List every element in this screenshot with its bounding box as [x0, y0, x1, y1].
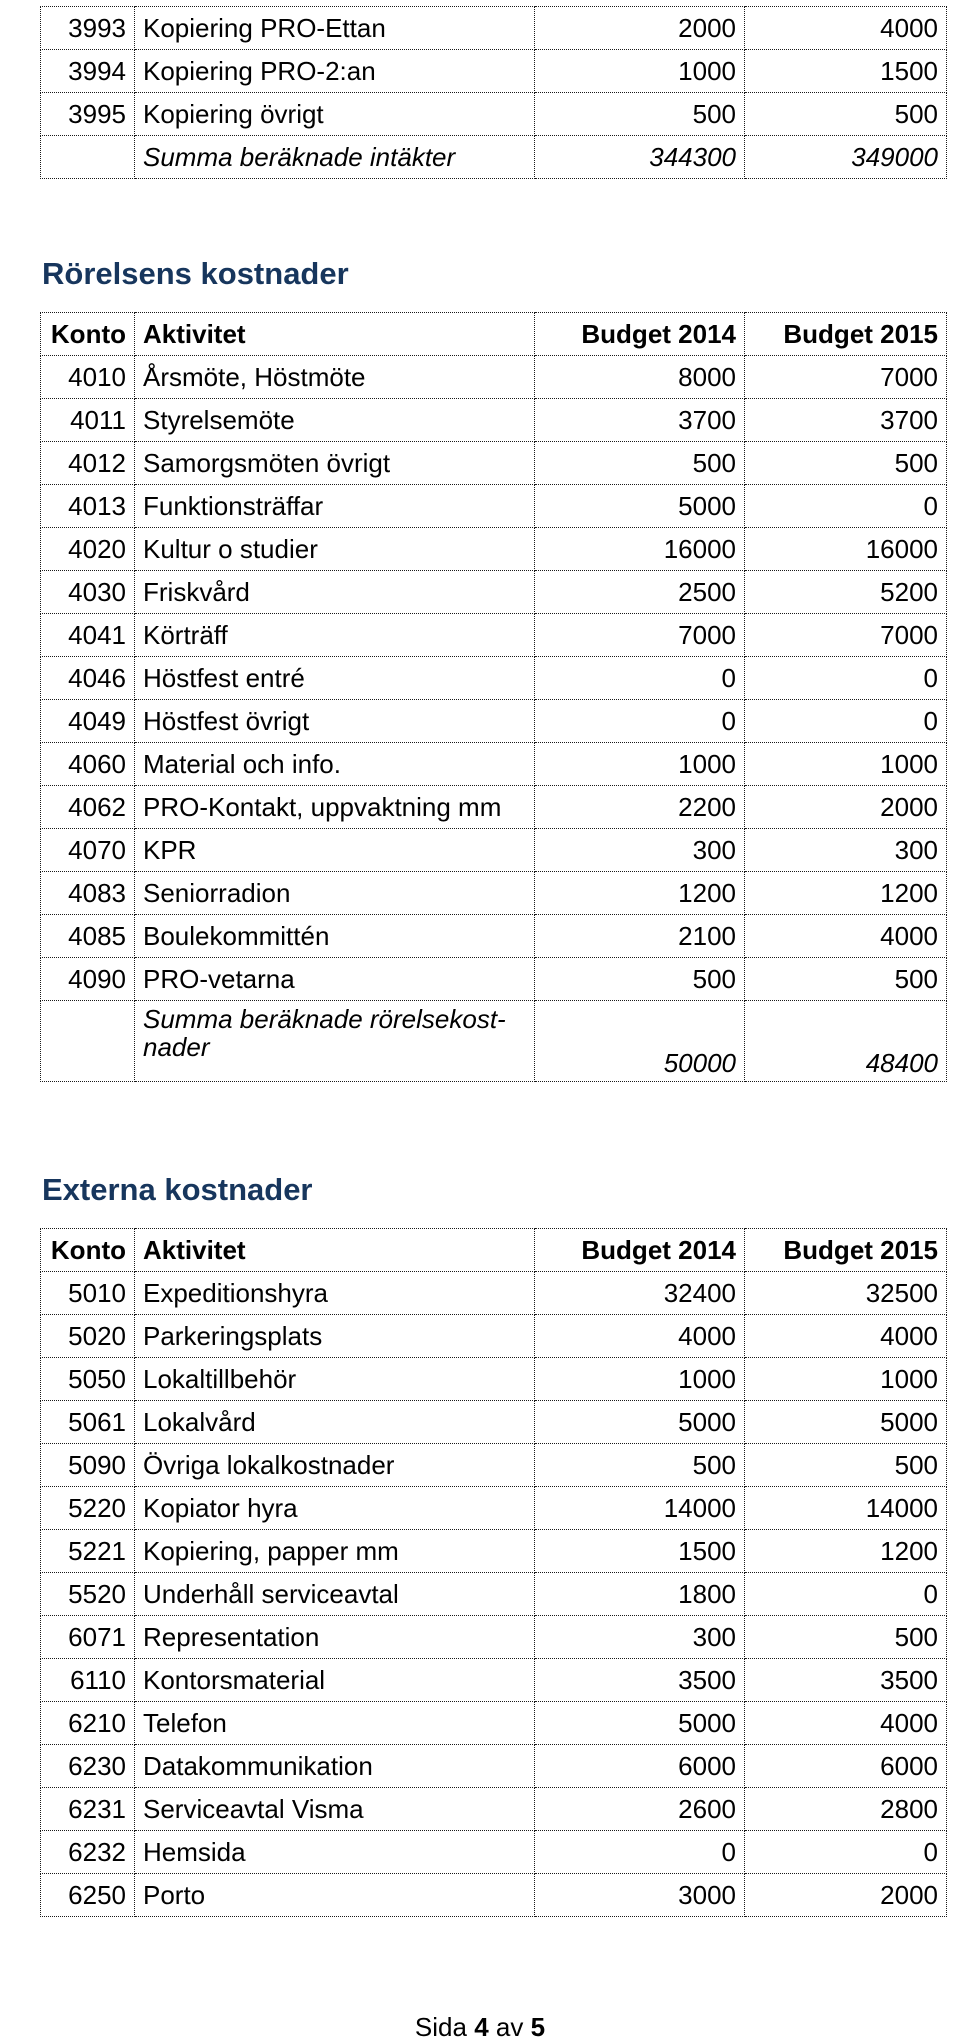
konto-cell: 6231 — [41, 1788, 135, 1831]
budget-2015-cell: 1200 — [745, 872, 947, 915]
table-row — [41, 1487, 947, 1530]
budget-2014-cell: 300 — [535, 829, 745, 872]
header-budget-2015: Budget 2015 — [745, 1229, 947, 1272]
budget-2015-cell: 0 — [745, 700, 947, 743]
budget-2014-cell: 16000 — [535, 528, 745, 571]
konto-cell: 4013 — [41, 485, 135, 528]
konto-cell: 6250 — [41, 1874, 135, 1917]
header-aktivitet: Aktivitet — [135, 313, 535, 356]
budget-2014-cell: 1500 — [535, 1530, 745, 1573]
table-row — [41, 1659, 947, 1702]
budget-2014-cell: 500 — [535, 442, 745, 485]
budget-2015-cell: 5200 — [745, 571, 947, 614]
konto-cell: 6232 — [41, 1831, 135, 1874]
summary-budget-2015: 48400 — [745, 1001, 947, 1082]
konto-cell: 4020 — [41, 528, 135, 571]
table-row — [41, 1358, 947, 1401]
budget-2014-cell: 3500 — [535, 1659, 745, 1702]
budget-2014-cell: 4000 — [535, 1315, 745, 1358]
table-row — [41, 1745, 947, 1788]
budget-2015-cell: 16000 — [745, 528, 947, 571]
aktivitet-cell: Kopiering PRO-Ettan — [135, 7, 535, 50]
aktivitet-cell: Höstfest övrigt — [135, 700, 535, 743]
konto-cell: 3994 — [41, 50, 135, 93]
budget-2015-cell: 4000 — [745, 915, 947, 958]
table-row — [41, 1831, 947, 1874]
table-row — [41, 50, 947, 93]
budget-2015-cell: 0 — [745, 485, 947, 528]
konto-cell: 5520 — [41, 1573, 135, 1616]
budget-2015-cell: 32500 — [745, 1272, 947, 1315]
konto-cell: 5020 — [41, 1315, 135, 1358]
aktivitet-cell: Expeditionshyra — [135, 1272, 535, 1315]
income-table — [40, 6, 947, 179]
aktivitet-cell: Lokaltillbehör — [135, 1358, 535, 1401]
aktivitet-cell: Parkeringsplats — [135, 1315, 535, 1358]
budget-2014-cell: 2600 — [535, 1788, 745, 1831]
konto-cell: 4046 — [41, 657, 135, 700]
table-row — [41, 829, 947, 872]
aktivitet-cell: Porto — [135, 1874, 535, 1917]
budget-2015-cell: 2800 — [745, 1788, 947, 1831]
summary-row — [41, 136, 947, 179]
budget-2014-cell: 7000 — [535, 614, 745, 657]
table-row — [41, 1874, 947, 1917]
table-row — [41, 1573, 947, 1616]
aktivitet-cell: Hemsida — [135, 1831, 535, 1874]
table-row — [41, 1702, 947, 1745]
konto-cell: 4062 — [41, 786, 135, 829]
budget-2014-cell: 32400 — [535, 1272, 745, 1315]
table-row — [41, 872, 947, 915]
aktivitet-cell: Seniorradion — [135, 872, 535, 915]
budget-2014-cell: 2500 — [535, 571, 745, 614]
summary-row — [41, 1001, 947, 1082]
summary-budget-2014: 50000 — [535, 1001, 745, 1082]
budget-2015-cell: 0 — [745, 1573, 947, 1616]
konto-cell: 5010 — [41, 1272, 135, 1315]
budget-2014-cell: 1200 — [535, 872, 745, 915]
table-row — [41, 1530, 947, 1573]
aktivitet-cell: Funktionsträffar — [135, 485, 535, 528]
summary-budget-2014: 344300 — [535, 136, 745, 179]
aktivitet-cell: Kontorsmaterial — [135, 1659, 535, 1702]
externa-table — [40, 1228, 947, 1917]
konto-cell: 4060 — [41, 743, 135, 786]
aktivitet-cell: Samorgsmöten övrigt — [135, 442, 535, 485]
budget-2014-cell: 1000 — [535, 743, 745, 786]
budget-2015-cell: 0 — [745, 1831, 947, 1874]
aktivitet-cell: Kopiering övrigt — [135, 93, 535, 136]
table-row — [41, 1616, 947, 1659]
table-row — [41, 93, 947, 136]
konto-cell: 6210 — [41, 1702, 135, 1745]
budget-2015-cell: 300 — [745, 829, 947, 872]
table-row — [41, 356, 947, 399]
table-row — [41, 7, 947, 50]
konto-cell: 4070 — [41, 829, 135, 872]
budget-2015-cell: 2000 — [745, 1874, 947, 1917]
aktivitet-cell: Årsmöte, Höstmöte — [135, 356, 535, 399]
summary-budget-2015: 349000 — [745, 136, 947, 179]
budget-2015-cell: 1000 — [745, 743, 947, 786]
table-row — [41, 571, 947, 614]
table-row — [41, 743, 947, 786]
table-row — [41, 1315, 947, 1358]
table-row — [41, 915, 947, 958]
summary-label: Summa beräknade rörelsekost-nader — [135, 1001, 535, 1082]
aktivitet-cell: Underhåll serviceavtal — [135, 1573, 535, 1616]
aktivitet-cell: Kultur o studier — [135, 528, 535, 571]
konto-cell: 5220 — [41, 1487, 135, 1530]
budget-2015-cell: 500 — [745, 93, 947, 136]
header-budget-2015: Budget 2015 — [745, 313, 947, 356]
konto-cell: 6230 — [41, 1745, 135, 1788]
budget-2014-cell: 14000 — [535, 1487, 745, 1530]
page-footer — [0, 2012, 960, 2043]
aktivitet-cell: Körträff — [135, 614, 535, 657]
budget-2014-cell: 2200 — [535, 786, 745, 829]
budget-2015-cell: 1000 — [745, 1358, 947, 1401]
aktivitet-cell: Material och info. — [135, 743, 535, 786]
budget-2014-cell: 2100 — [535, 915, 745, 958]
konto-cell: 4090 — [41, 958, 135, 1001]
budget-2014-cell: 5000 — [535, 485, 745, 528]
table-row — [41, 786, 947, 829]
empty-konto-cell — [41, 136, 135, 179]
header-aktivitet: Aktivitet — [135, 1229, 535, 1272]
konto-cell: 4041 — [41, 614, 135, 657]
budget-2014-cell: 1000 — [535, 1358, 745, 1401]
budget-2015-cell: 7000 — [745, 356, 947, 399]
budget-2015-cell: 3700 — [745, 399, 947, 442]
budget-2014-cell: 0 — [535, 657, 745, 700]
table-row — [41, 958, 947, 1001]
budget-2014-cell: 5000 — [535, 1401, 745, 1444]
konto-cell: 5050 — [41, 1358, 135, 1401]
table-row — [41, 528, 947, 571]
budget-2015-cell: 4000 — [745, 7, 947, 50]
konto-cell: 6110 — [41, 1659, 135, 1702]
aktivitet-cell: Kopiering, papper mm — [135, 1530, 535, 1573]
budget-2015-cell: 500 — [745, 958, 947, 1001]
budget-2015-cell: 500 — [745, 1616, 947, 1659]
budget-2014-cell: 6000 — [535, 1745, 745, 1788]
budget-2015-cell: 6000 — [745, 1745, 947, 1788]
budget-2014-cell: 5000 — [535, 1702, 745, 1745]
empty-konto-cell — [41, 1001, 135, 1082]
aktivitet-cell: Boulekommittén — [135, 915, 535, 958]
budget-2015-cell: 4000 — [745, 1315, 947, 1358]
table-row — [41, 1272, 947, 1315]
konto-cell: 3993 — [41, 7, 135, 50]
budget-2015-cell: 1500 — [745, 50, 947, 93]
aktivitet-cell: PRO-Kontakt, uppvaktning mm — [135, 786, 535, 829]
budget-2014-cell: 2000 — [535, 7, 745, 50]
aktivitet-cell: Datakommunikation — [135, 1745, 535, 1788]
aktivitet-cell: Höstfest entré — [135, 657, 535, 700]
budget-2015-cell: 500 — [745, 1444, 947, 1487]
table-row — [41, 399, 947, 442]
budget-2015-cell: 14000 — [745, 1487, 947, 1530]
income-table-body — [41, 7, 947, 179]
footer-total-pages: 5 — [530, 2012, 546, 2042]
header-konto: Konto — [41, 313, 135, 356]
table-row — [41, 1444, 947, 1487]
summary-label: Summa beräknade intäkter — [135, 136, 535, 179]
table-row — [41, 485, 947, 528]
aktivitet-cell: Övriga lokalkostnader — [135, 1444, 535, 1487]
budget-2014-cell: 8000 — [535, 356, 745, 399]
konto-cell: 5090 — [41, 1444, 135, 1487]
budget-2014-cell: 0 — [535, 700, 745, 743]
header-konto: Konto — [41, 1229, 135, 1272]
budget-2014-cell: 3000 — [535, 1874, 745, 1917]
header-budget-2014: Budget 2014 — [535, 313, 745, 356]
budget-2014-cell: 500 — [535, 93, 745, 136]
budget-2015-cell: 5000 — [745, 1401, 947, 1444]
budget-2014-cell: 300 — [535, 1616, 745, 1659]
konto-cell: 5221 — [41, 1530, 135, 1573]
budget-2015-cell: 4000 — [745, 1702, 947, 1745]
konto-cell: 4012 — [41, 442, 135, 485]
section-title-rorelse: Rörelsens kostnader — [42, 256, 349, 291]
table-row — [41, 700, 947, 743]
aktivitet-cell: Telefon — [135, 1702, 535, 1745]
footer-prefix: Sida — [414, 2012, 467, 2042]
table-row — [41, 442, 947, 485]
table-header-row — [41, 1229, 947, 1272]
table-row — [41, 614, 947, 657]
aktivitet-cell: Kopiering PRO-2:an — [135, 50, 535, 93]
aktivitet-cell: Representation — [135, 1616, 535, 1659]
aktivitet-cell: Kopiator hyra — [135, 1487, 535, 1530]
footer-middle: av — [495, 2012, 524, 2042]
budget-2014-cell: 3700 — [535, 399, 745, 442]
budget-2015-cell: 3500 — [745, 1659, 947, 1702]
header-budget-2014: Budget 2014 — [535, 1229, 745, 1272]
budget-2014-cell: 0 — [535, 1831, 745, 1874]
rorelse-table-body — [41, 356, 947, 1082]
aktivitet-cell: KPR — [135, 829, 535, 872]
table-row — [41, 1788, 947, 1831]
konto-cell: 4030 — [41, 571, 135, 614]
konto-cell: 4085 — [41, 915, 135, 958]
section-title-externa: Externa kostnader — [42, 1172, 313, 1207]
konto-cell: 4011 — [41, 399, 135, 442]
konto-cell: 4049 — [41, 700, 135, 743]
budget-2015-cell: 7000 — [745, 614, 947, 657]
rorelse-table — [40, 312, 947, 1082]
budget-2015-cell: 500 — [745, 442, 947, 485]
budget-2015-cell: 1200 — [745, 1530, 947, 1573]
konto-cell: 5061 — [41, 1401, 135, 1444]
budget-2014-cell: 1800 — [535, 1573, 745, 1616]
budget-2015-cell: 0 — [745, 657, 947, 700]
konto-cell: 4083 — [41, 872, 135, 915]
aktivitet-cell: Serviceavtal Visma — [135, 1788, 535, 1831]
konto-cell: 4010 — [41, 356, 135, 399]
budget-2014-cell: 500 — [535, 958, 745, 1001]
aktivitet-cell: PRO-vetarna — [135, 958, 535, 1001]
konto-cell: 3995 — [41, 93, 135, 136]
externa-table-body — [41, 1272, 947, 1917]
footer-current-page: 4 — [474, 2012, 489, 2042]
konto-cell: 6071 — [41, 1616, 135, 1659]
aktivitet-cell: Lokalvård — [135, 1401, 535, 1444]
budget-2015-cell: 2000 — [745, 786, 947, 829]
budget-2014-cell: 1000 — [535, 50, 745, 93]
table-row — [41, 1401, 947, 1444]
aktivitet-cell: Friskvård — [135, 571, 535, 614]
budget-2014-cell: 500 — [535, 1444, 745, 1487]
aktivitet-cell: Styrelsemöte — [135, 399, 535, 442]
table-row — [41, 657, 947, 700]
table-header-row — [41, 313, 947, 356]
